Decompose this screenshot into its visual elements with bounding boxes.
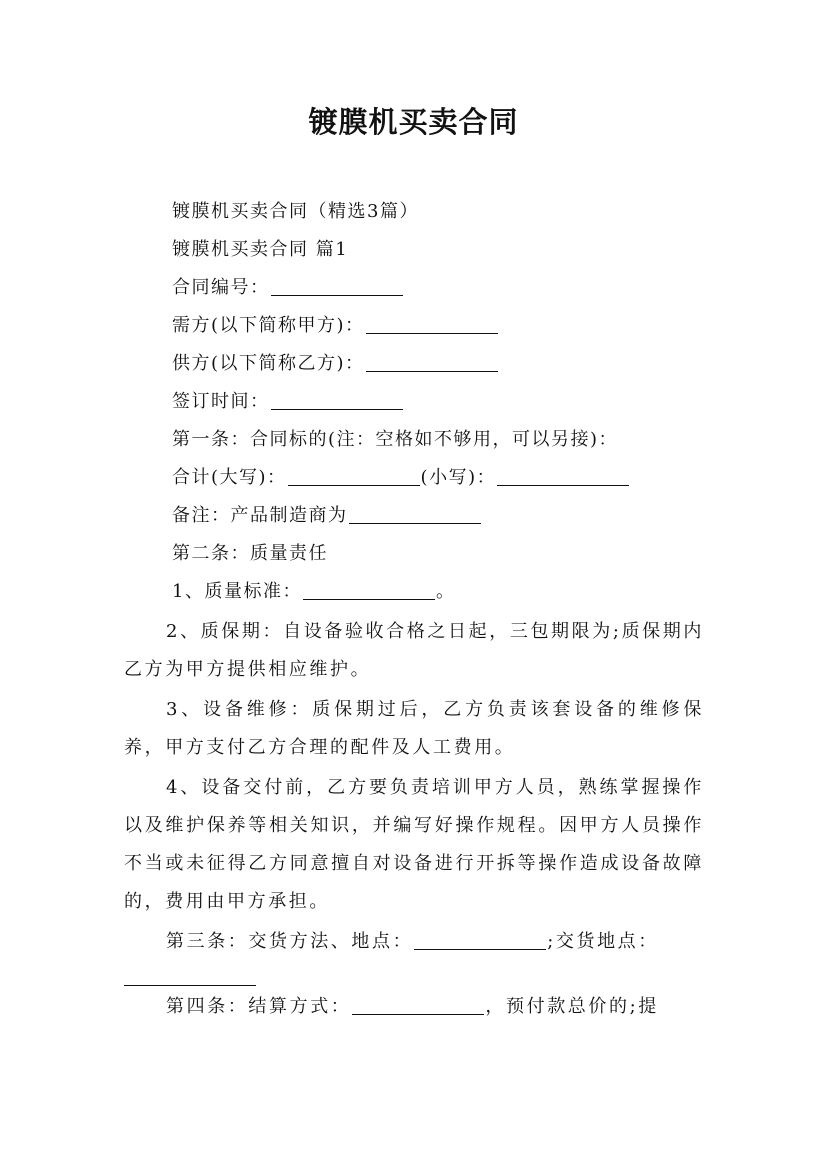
settlement-method-blank [352, 994, 484, 1015]
total-lower-label: (小写)： [420, 467, 497, 488]
part-heading: 镀膜机买卖合同 篇1 [172, 239, 349, 260]
article-2: 第二条：质量责任 [172, 543, 328, 564]
article-4-label: 第四条：结算方式： [166, 996, 352, 1017]
article-1: 第一条：合同标的(注：空格如不够用，可以另接)： [172, 429, 619, 450]
buyer-blank [366, 313, 498, 334]
contract-number-blank [271, 275, 403, 296]
manufacturer-blank [349, 503, 481, 524]
item-2: 2、质保期：自设备验收合格之日起，三包期限为;质保期内乙方为甲方提供相应维护。 [124, 621, 704, 680]
article-4-tail: ，预付款总价的;提 [485, 996, 659, 1017]
delivery-place-blank [124, 965, 256, 986]
sign-date-line [124, 383, 704, 421]
contract-number-line [124, 269, 704, 307]
total-upper-blank [288, 465, 420, 486]
remark-label: 备注：产品制造商为 [172, 505, 348, 526]
document-title: 镀膜机买卖合同 [308, 105, 519, 139]
subtitle: 镀膜机买卖合同（精选3篇） [172, 201, 419, 222]
seller-line [124, 345, 704, 383]
remark-line [124, 497, 704, 535]
buyer-label: 需方(以下简称甲方)： [172, 315, 365, 336]
item-4: 4、设备交付前，乙方要负责培训甲方人员，熟练掌握操作以及维护保养等相关知识，并编写好操作规程。因甲方人员操作不当或未征得乙方同意擅自对设备进行开拆等操作造成设备故障的，费用由甲方承担。 [124, 777, 704, 912]
article-3-label: 第三条：交货方法、地点： [166, 931, 414, 952]
total-line [124, 459, 704, 497]
item-3: 3、设备维修：质保期过后，乙方负责该套设备的维修保养，甲方支付乙方合理的配件及人工费用。 [124, 699, 704, 758]
document-body [124, 193, 704, 1026]
total-upper-label: 合计(大写)： [172, 467, 287, 488]
seller-blank [366, 351, 498, 372]
article-4 [124, 988, 704, 1026]
item-1-end: 。 [435, 581, 456, 602]
article-3-place-label: ;交货地点： [547, 931, 659, 952]
contract-number-label: 合同编号： [172, 277, 270, 298]
seller-label: 供方(以下简称乙方)： [172, 353, 365, 374]
sign-date-blank [271, 389, 403, 410]
delivery-method-blank [414, 929, 546, 950]
buyer-line [124, 307, 704, 345]
item-1-label: 1、质量标准： [172, 581, 302, 602]
item-1-line [124, 573, 704, 611]
quality-standard-blank [303, 579, 435, 600]
article-3 [124, 923, 704, 986]
total-lower-blank [497, 465, 629, 486]
sign-date-label: 签订时间： [172, 391, 270, 412]
